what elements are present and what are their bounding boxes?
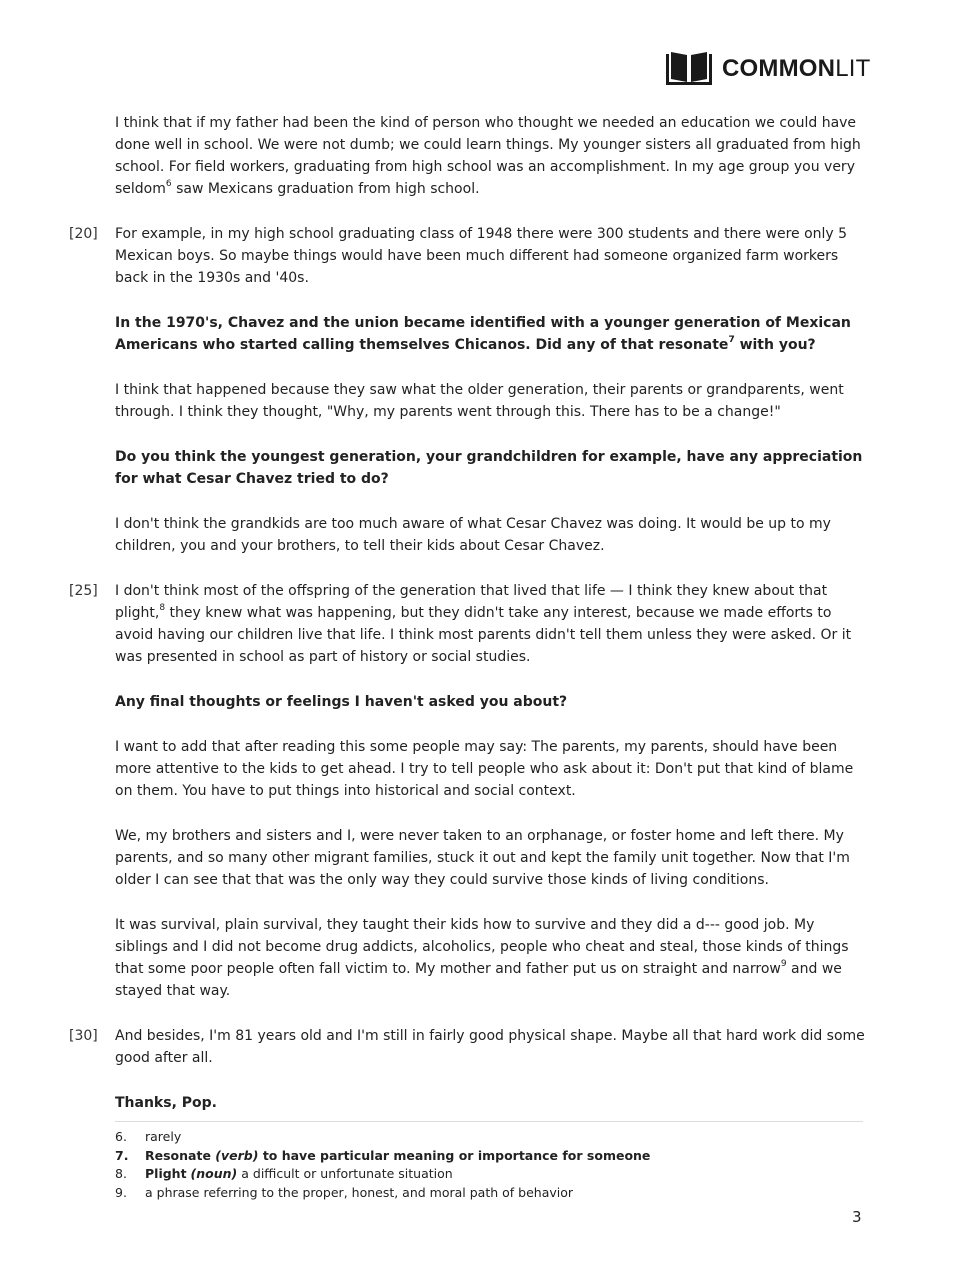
paragraph-number: [30] [69, 1028, 98, 1044]
open-book-icon [666, 52, 712, 86]
paragraph: I don't think the grandkids are too much aware of what Cesar Chavez was doing. It would be up to my children, you and your brothers, to tell their kids about Cesar Chavez. [115, 516, 831, 554]
paragraph: It was survival, plain survival, they taught their kids how to survive and they did a d--- good job. My siblings and I did not become drug addicts, alcoholics, people who cheat and steal, those kinds of things that some poor people often fall victim to. My mother and father put us on straight and narrow$^9$ and we stayed that way. [115, 917, 849, 999]
paragraph: I want to add that after reading this some people may say: The parents, my parents, should have been more attentive to the kids to get ahead. I try to tell people who ask about it: Don't put that kind of blame on them. You have to put things into historical and social context. [115, 739, 854, 799]
footnote-item: 7. Resonate (verb) to have particular meaning or importance for someone [115, 1147, 651, 1163]
footnote-ref: 8 [159, 603, 166, 614]
footnote-ref: 6 [165, 179, 172, 190]
logo-text-bold: COMMON [722, 55, 836, 82]
footnote-pos: (verb) [215, 1147, 259, 1163]
interview-question: Thanks, Pop. [115, 1095, 217, 1111]
logo-text [722, 55, 870, 83]
interview-question: Do you think the youngest generation, your grandchildren for example, have any appreciation for what Cesar Chavez tried to do? [115, 449, 863, 487]
footnote-pos: (noun) [190, 1166, 238, 1181]
paragraph: [20] For example, in my high school graduating class of 1948 there were 300 students and there were only 5 Mexican boys. So maybe things would have been much different had someone organized farm workers back in the 1930s and '40s. [115, 223, 865, 289]
interview-question: In the 1970's, Chavez and the union became identified with a younger generation of Mexican Americans who started calling themselves Chicanos. Did any of that resonate$^7$ with you? [115, 315, 851, 353]
footnote-item: 9. a phrase referring to the proper, honest, and moral path of behavior [115, 1184, 574, 1200]
page-number: 3 [852, 1208, 862, 1226]
paragraph: I think that happened because they saw what the older generation, their parents or grandparents, went through. I think they thought, "Why, my parents went through this. There has to be a change!" [115, 382, 844, 420]
footnote-ref: 9 [780, 959, 787, 970]
logo-text-light: LIT [835, 55, 871, 82]
interview-question: Any final thoughts or feelings I haven't asked you about? [115, 694, 568, 710]
footnote-divider [115, 1121, 863, 1122]
footnote-ref: 7 [728, 335, 735, 346]
footnote-item: 8. Plight (noun) a difficult or unfortunate situation [115, 1166, 453, 1181]
paragraph-number: [25] [69, 583, 98, 599]
paragraph: I think that if my father had been the kind of person who thought we needed an education we could have done well in school. We were not dumb; we could learn things. My younger sisters all graduated from high school. For field workers, graduating from high school was an accomplishment. In my age group you very seldom$^6$ saw Mexicans graduation from high school. [115, 115, 861, 197]
footnote-term: Plight [145, 1166, 187, 1181]
commonlit-logo [666, 52, 870, 86]
paragraph-number: [20] [69, 226, 98, 242]
paragraph: We, my brothers and sisters and I, were never taken to an orphanage, or foster home and left there. My parents, and so many other migrant families, stuck it out and kept the family unit together. Now that I'm older I can see that that was the only way they could survive those kinds of living conditions. [115, 828, 850, 888]
paragraph: [25] I don't think most of the offspring of the generation that lived that life — I think they knew about that plight,$^8$ they knew what was happening, but they didn't take any interest, because we made efforts to avoid having our children live that life. I think most parents didn't tell them unless they were asked. Or it was presented in school as part of history or social studies. [115, 580, 865, 668]
article-body [69, 112, 865, 1137]
footnotes-list [115, 1128, 865, 1202]
footnote-term: Resonate [145, 1147, 211, 1163]
footnote-item: 6. rarely [115, 1129, 182, 1144]
paragraph: [30] And besides, I'm 81 years old and I'm still in fairly good physical shape. Maybe all that hard work did some good after all. [115, 1025, 865, 1069]
